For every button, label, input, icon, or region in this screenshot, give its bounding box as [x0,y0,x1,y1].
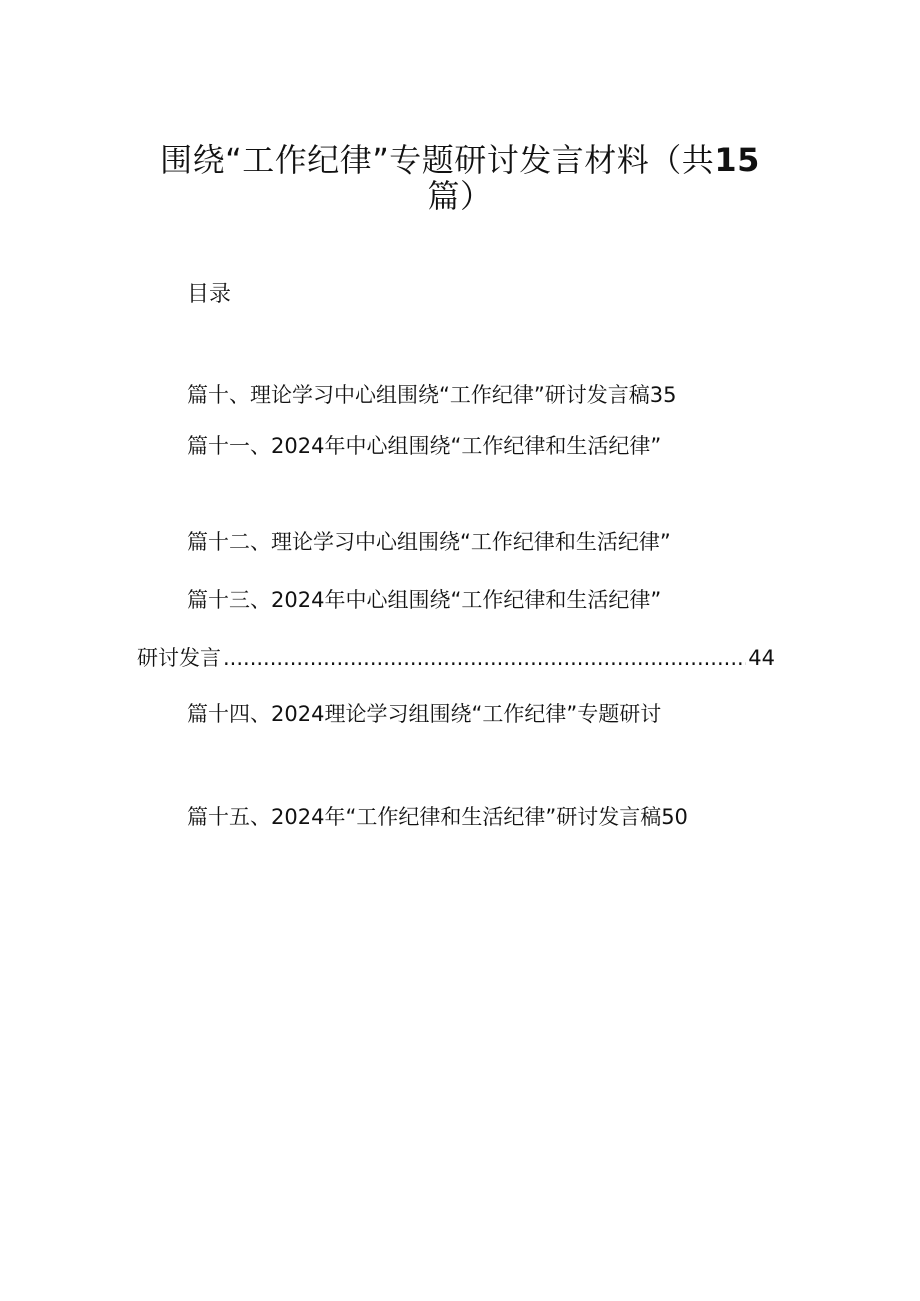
title-text: 围绕“工作纪律”专题研讨发言材料（共 [160,141,715,179]
toc-entry[interactable]: 篇十、理论学习中心组围绕“工作纪律”研讨发言稿35 [187,383,677,407]
toc-heading: 目录 [187,282,232,307]
toc-entry-text: 研讨发言 [137,646,221,670]
toc-leader-dots [223,643,746,673]
title-count: 15 [714,141,760,179]
toc-entry[interactable]: 篇十四、2024理论学习组围绕“工作纪律”专题研讨 [187,702,662,726]
toc-page-number: 44 [748,646,775,670]
toc-entry[interactable]: 篇十一、2024年中心组围绕“工作纪律和生活纪律” [187,434,662,458]
toc-entry[interactable]: 篇十五、2024年“工作纪律和生活纪律”研讨发言稿50 [187,805,688,829]
toc-entry-continuation[interactable] [137,643,775,673]
toc-entry[interactable]: 篇十三、2024年中心组围绕“工作纪律和生活纪律” [187,588,662,612]
document-title-line-2: 篇） [427,177,493,215]
document-title-line-1 [0,140,920,180]
toc-entry[interactable]: 篇十二、理论学习中心组围绕“工作纪律和生活纪律” [187,530,671,554]
